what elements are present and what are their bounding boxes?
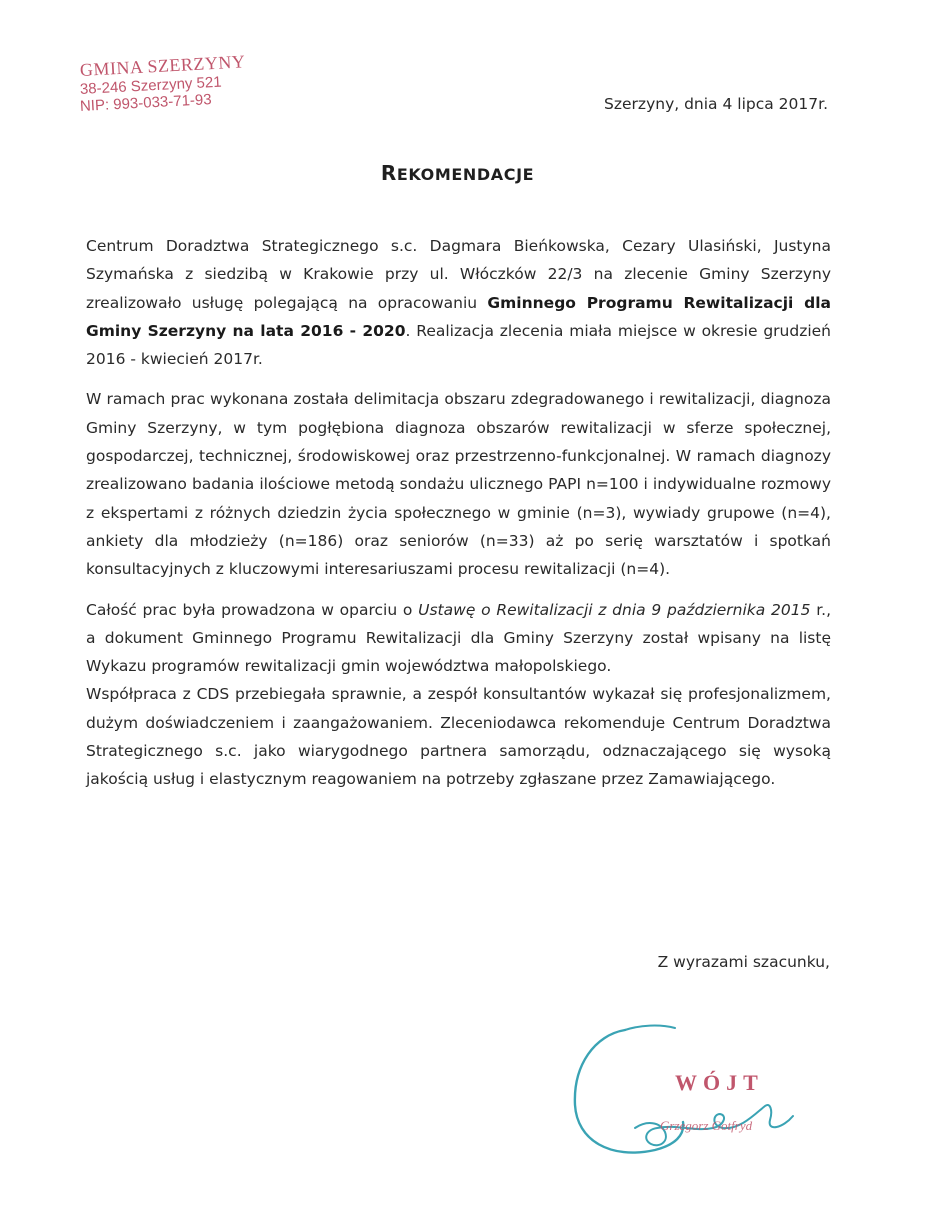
paragraph-3 bbox=[86, 596, 831, 681]
closing-salutation: Z wyrazami szacunku, bbox=[657, 953, 830, 971]
letter-body bbox=[86, 232, 831, 806]
place-and-date: Szerzyny, dnia 4 lipca 2017r. bbox=[604, 95, 828, 113]
paragraph-3-act-name: Ustawę o Rewitalizacji z dnia 9 października 2015 bbox=[418, 600, 811, 619]
paragraph-2: W ramach prac wykonana została delimitacja obszaru zdegradowanego i rewitalizacji, diagnoza Gminy Szerzyny, w tym pogłębiona diagnoza obszarów rewitalizacji w sferze społecznej, gospodarczej, technicznej, środowiskowej oraz przestrzenno-funkcjonalnej. W ramach diagnozy zrealizowano badania ilościowe metodą sondażu ulicznego PAPI n=100 i indywidualne rozmowy z ekspertami z różnych dziedzin życia społecznego w gminie (n=3), wywiady grupowe (n=4), ankiety dla młodzieży (n=186) oraz seniorów (n=33) aż po serię warsztatów i spotkań konsultacyjnych z kluczowymi interesariuszami procesu rewitalizacji (n=4). bbox=[86, 390, 831, 579]
paragraph-3-text-a: Całość prac była prowadzona w oparciu o bbox=[86, 600, 419, 619]
signature-block bbox=[565, 1010, 825, 1180]
signature-stamp-title: WÓJT bbox=[675, 1070, 764, 1095]
stamp-municipality-name: GMINA SZERZYNY bbox=[79, 51, 246, 80]
document-title bbox=[0, 161, 915, 185]
title-initial: R bbox=[380, 161, 397, 185]
paragraph-1-text-b: . Realizacja zlecenia miała miejsce w okresie grudzień 2016 - kwiecień 2017r. bbox=[86, 321, 832, 369]
paragraph-1 bbox=[86, 232, 831, 373]
paragraph-3-text-b: r., a dokument Gminnego Programu Rewitalizacji dla Gminy Szerzyny został wpisany na listę Wykazu programów rewitalizacji gmin województwa małopolskiego. bbox=[86, 600, 832, 676]
title-rest: EKOMENDACJE bbox=[396, 165, 535, 184]
paragraph-1-text-a: Centrum Doradztwa Strategicznego s.c. Dagmara Bieńkowska, Cezary Ulasiński, Justyna Szymańska z siedzibą w Krakowie przy ul. Włóczków 22/3 na zlecenie Gminy Szerzyny zrealizowało usługę polegającą na opracowaniu bbox=[86, 237, 831, 312]
stamp-nip: NIP: 993-033-71-93 bbox=[79, 91, 213, 115]
municipality-stamp bbox=[79, 51, 300, 115]
signature-stamp-name: Grzegorz Gotfryd bbox=[660, 1118, 753, 1133]
paragraph-4: Współpraca z CDS przebiegała sprawnie, a zespół konsultantów wykazał się profesjonalizmem, dużym doświadczeniem i zaangażowaniem. Zleceniodawca rekomenduje Centrum Doradztwa Strategicznego s.c. jako wiarygodnego partnera samorządu, odznaczającego się wysoką jakością usług i elastycznym reagowaniem na potrzeby zgłaszane przez Zamawiającego. bbox=[86, 685, 831, 789]
stamp-address: 38-246 Szerzyny 521 bbox=[79, 73, 223, 98]
paragraph-1-program-name: Gminnego Programu Rewitalizacji dla Gminy Szerzyny na lata 2016 - 2020 bbox=[86, 293, 831, 340]
